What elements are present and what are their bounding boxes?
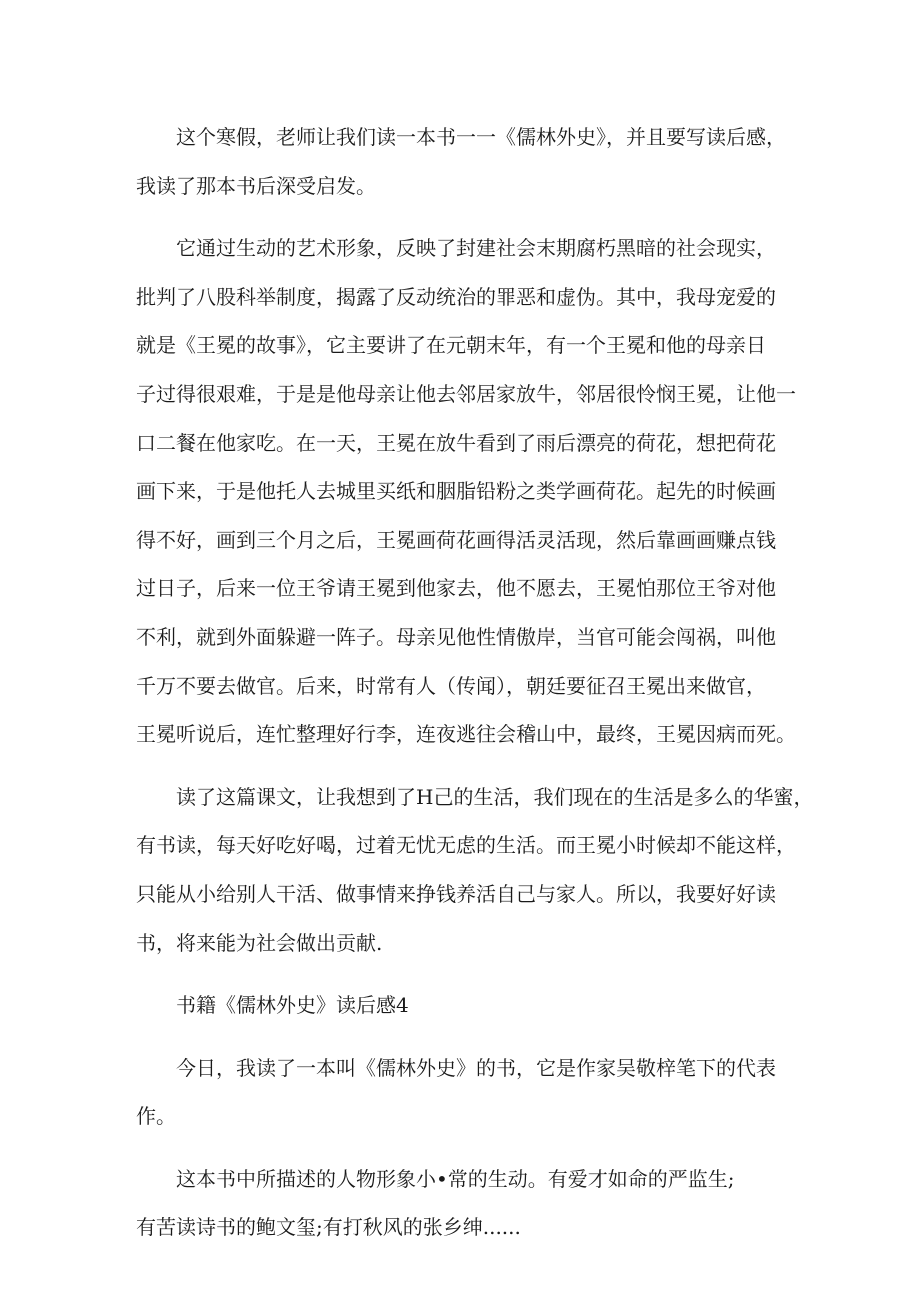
text-line: 作。 [136,1104,176,1129]
text-line: 这个寒假，老师让我们读一本书一一《儒林外史》，并且要写读后感， [176,125,786,149]
text-line: 过日子，后来一位王爷请王冕到他家去，他不愿去，王冕怕那位王爷对他 [136,576,776,601]
text-line: 读了这篇课文，让我想到了H己的生活，我们现在的生活是多么的华蜜， [176,784,814,809]
text-line: 就是《王冕的故事》，它主要讲了在元朝末年，有一个王冕和他的母亲日 [136,333,766,358]
text-line: 子过得很艰难，于是是他母亲让他去邻居家放牛，邻居很怜悯王冕，让他一 [136,381,796,406]
section-heading [136,981,796,1030]
paragraph-3 [136,773,814,967]
paragraph-4 [136,1044,796,1141]
text-line: 口二餐在他家吃。在一天，王冕在放牛看到了雨后漂亮的荷花，想把荷花 [136,430,776,455]
text-line: 批判了八股科举制度，揭露了反动统治的罪恶和虚伪。其中，我母宠爱的 [136,284,776,309]
text-line: 它通过生动的艺术形象，反映了封建社会末期腐朽黑暗的社会现实， [176,236,776,261]
text-line: 有书读，每天好吃好喝，过着无忧无虑的生活。而王冕小时候却不能这样， [136,833,796,858]
paragraph-1 [136,113,796,210]
text-line: 只能从小给别人干活、做事情来挣钱养活自己与家人。所以，我要好好读 [136,881,776,906]
text-line: 王冕听说后，连忙整理好行李，连夜逃往会稽山中，最终，王冕因病而死。 [136,722,796,747]
document-body [136,113,814,1266]
paragraph-2 [136,224,796,759]
text-line: 有苦读诗书的鲍文玺;有打秋风的张乡绅...... [136,1215,521,1240]
text-line: 这本书中所描述的人物形象小•常的生动。有爱才如命的严监生; [176,1166,735,1191]
text-line: 得不好，画到三个月之后，王冕画荷花画得活灵活现，然后靠画画赚点钱 [136,527,776,552]
heading-text: 书籍《儒林外史》读后感4 [176,993,409,1018]
text-line: 书，将来能为社会做出贡献. [136,930,383,955]
text-line: 不利，就到外面躲避一阵子。母亲见他性情傲岸，当官可能会闯祸，叫他 [136,624,776,649]
text-line: 千万不要去做官。后来，时常有人（传闻），朝廷要征召王冕出来做官， [136,673,766,698]
text-line: 我读了那本书后深受启发。 [136,173,376,198]
text-line: 今日，我读了一本叫《儒林外史》的书，它是作家吴敬梓笔下的代表 [176,1055,776,1080]
paragraph-5 [136,1155,796,1252]
text-line: 画下来，于是他托人去城里买纸和胭脂铅粉之类学画荷花。起先的时候画 [136,479,776,504]
